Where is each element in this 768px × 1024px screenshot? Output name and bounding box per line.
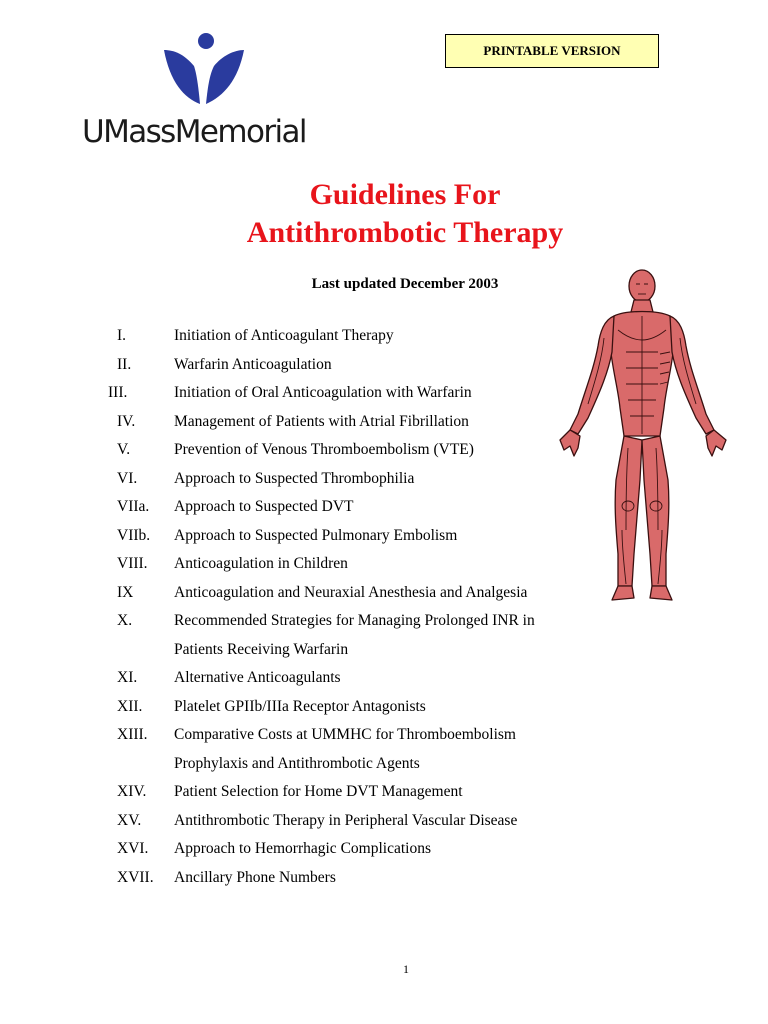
table-of-contents — [108, 322, 598, 892]
toc-link[interactable]: Patients Receiving Warfarin — [174, 640, 349, 658]
toc-number: VIIa. — [117, 498, 150, 515]
toc-item[interactable] — [108, 807, 598, 836]
toc-number: III. — [108, 384, 128, 401]
toc-item[interactable] — [108, 778, 598, 807]
toc-item[interactable] — [108, 351, 598, 380]
toc-item[interactable] — [108, 664, 598, 693]
toc-link[interactable]: Anticoagulation and Neuraxial Anesthesia and Analgesia — [174, 583, 528, 601]
toc-link[interactable]: Warfarin Anticoagulation — [174, 355, 332, 373]
toc-item[interactable] — [108, 835, 598, 864]
logo-wordmark: UMassMemorial — [82, 114, 306, 150]
toc-number: VIII. — [117, 555, 148, 572]
toc-link[interactable]: Initiation of Anticoagulant Therapy — [174, 327, 394, 344]
toc-number: VIIb. — [117, 526, 151, 544]
toc-link[interactable]: Approach to Suspected Thrombophilia — [174, 469, 415, 487]
toc-link[interactable]: Patient Selection for Home DVT Management — [174, 783, 463, 800]
toc-number: II. — [117, 355, 132, 373]
page-number: 1 — [403, 962, 409, 976]
toc-item[interactable] — [108, 322, 598, 351]
title-line-2: Antithrombotic Therapy — [246, 216, 564, 249]
toc-link[interactable]: Antithrombotic Therapy in Peripheral Vascular Disease — [174, 811, 518, 829]
toc-number: I. — [117, 327, 127, 344]
toc-item[interactable] — [108, 864, 598, 893]
toc-number: IV. — [117, 412, 136, 430]
toc-item[interactable] — [108, 579, 598, 608]
toc-number: XVII. — [117, 868, 154, 886]
toc-link[interactable]: Prophylaxis and Antithrombotic Agents — [174, 754, 420, 772]
toc-item[interactable] — [108, 379, 598, 408]
toc-number: XIV. — [117, 783, 147, 800]
toc-number: X. — [117, 612, 133, 629]
toc-link[interactable]: Approach to Hemorrhagic Complications — [174, 840, 431, 857]
toc-number: XI. — [117, 669, 138, 686]
title-line-1: Guidelines For — [309, 178, 501, 211]
printable-version-button[interactable]: PRINTABLE VERSION — [445, 34, 659, 68]
toc-item[interactable] — [108, 550, 598, 579]
toc-number: XIII. — [117, 726, 148, 743]
toc-item[interactable] — [108, 693, 598, 722]
toc-link[interactable]: Ancillary Phone Numbers — [174, 868, 336, 886]
toc-link[interactable]: Approach to Suspected Pulmonary Embolism — [174, 526, 458, 544]
toc-item[interactable] — [108, 436, 598, 465]
toc-link[interactable]: Alternative Anticoagulants — [174, 669, 341, 686]
toc-item[interactable] — [108, 493, 598, 522]
toc-item[interactable] — [108, 465, 598, 494]
toc-number: XII. — [117, 697, 143, 715]
toc-link[interactable]: Comparative Costs at UMMHC for Thromboembolism — [174, 726, 516, 743]
toc-link[interactable]: Management of Patients with Atrial Fibrillation — [174, 412, 469, 430]
toc-number: IX — [117, 583, 134, 601]
human-muscle-anatomy-icon — [556, 268, 732, 608]
toc-item[interactable] — [108, 408, 598, 437]
last-updated-text: Last updated December 2003 — [311, 276, 499, 292]
toc-link[interactable]: Prevention of Venous Thromboembolism (VTE) — [174, 441, 474, 458]
toc-link[interactable]: Approach to Suspected DVT — [174, 498, 354, 515]
toc-number: XV. — [117, 811, 142, 829]
toc-number: XVI. — [117, 840, 149, 857]
page-title — [200, 176, 610, 252]
umass-memorial-logo — [82, 32, 332, 152]
toc-link[interactable]: Recommended Strategies for Managing Prolonged INR in — [174, 612, 535, 629]
toc-item[interactable] — [108, 522, 598, 551]
toc-link[interactable]: Anticoagulation in Children — [174, 555, 348, 572]
toc-item-continuation[interactable] — [108, 636, 598, 665]
toc-item[interactable] — [108, 607, 598, 636]
umass-logo-mark-icon — [162, 32, 246, 108]
toc-item[interactable] — [108, 721, 598, 750]
toc-link[interactable]: Initiation of Oral Anticoagulation with Warfarin — [174, 384, 472, 401]
toc-link[interactable]: Platelet GPIIb/IIIa Receptor Antagonists — [174, 697, 426, 715]
toc-item-continuation[interactable] — [108, 750, 598, 779]
toc-number: V. — [117, 441, 131, 458]
toc-number: VI. — [117, 469, 138, 487]
